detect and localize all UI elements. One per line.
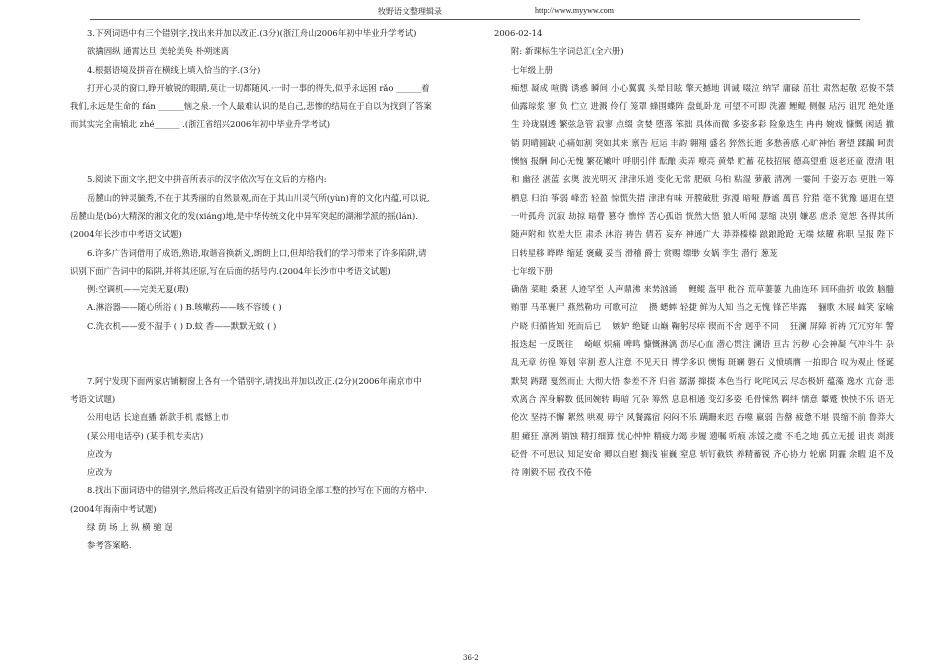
page-header xyxy=(0,0,950,22)
text-line: A.淋浴器——随心所浴 ( ) B.咳嗽药——咳不容缓 ( ) xyxy=(87,302,282,313)
left-column xyxy=(70,24,470,555)
text-line: C.洗衣机——爱不湿手 ( ) D.蚊 香——默默无蚊 ( ) xyxy=(87,320,277,331)
text-line: (2004年海南中考试题) xyxy=(70,503,157,514)
grade7-up-words: 痴想 凝成 喧腾 诱惑 瞬间 小心翼翼 头晕目眩 擎天撼地 训诫 啜泣 纳罕 庸碌 茁壮 肃然起敬 忍俊不禁 仙露琼浆 寥 负 伫立 进溅 伶仃 笼罩 蜂围蝶阵 盘虬卧龙 可望不可即 洗濯 鲤鲲 侧偃 玷污 诅咒 绝处逢生 玲珑剔透 繁弦急管 寂寥 点缀 贪婪 堕落 笨拙 具体而微 多姿多彩 险象迭生 冉冉 婉戏 慷慨 闲适 撤销 阴晴圆缺 心痛如割 突如其来 禀告 厄运 丰韵 翱翔 盛名 猝然长逝 多愁善感 心旷神怡 奢望 蹂躏 呵责 懊恼 报酬 间心无愧 繁花嫩叶 呼朋引伴 酝酿 卖弄 嘹亮 黄晕 贮蓄 花枝招展 德高望重 返老还童 澄清 咀和 幽径 湛蓝 玄奥 波光明灭 津津乐道 变化无常 肥硕 乌桕 粘湿 萝蔽 清冽 一霎间 千姿万态 更胜一筹 栖息 归泊 筝弱 峰峦 轻盈 惊慌失措 津津有味 开膛破肚 弥漫 暗哑 静谧 萬苢 狞猎 毫不犹豫 逼退在望 一叶孤舟 沉寂 劫掠 暗瞢 篡夺 憔悴 苦心孤诣 恍然大悟 狼人听闻 瑟缩 决别 嫌恶 虐杀 宽恕 各得其所 随声附和 钦差大臣 肃杀 沐浴 祷告 倩若 妄弃 神通广大 莽莽榛榛 踉踉跄跄 无端 炫耀 称职 呈报 陛下 日转星移 晔晔 缩延 褒藏 妥当 滑稽 爵士 赏赐 缥缈 女娲 孪生 潜行 葱茏 xyxy=(511,82,894,258)
blank-line xyxy=(70,152,470,170)
appendix-title: 附: 新课标生字词总汇(全六册) xyxy=(511,46,624,57)
grade7-down-heading: 七年级下册 xyxy=(511,265,553,276)
text-line: 而其实完全南辕北 zhé______ .(浙江省绍兴2006年初中毕业升学考试) xyxy=(70,119,330,130)
text-line: 欲擒固纵 通霄达旦 美轮美奂 朴朔迷离 xyxy=(87,46,229,57)
text-line: 5.阅读下面文字,把文中拼音所表示的汉字依次写在文后的方格内: xyxy=(87,174,327,185)
blank-line xyxy=(70,353,470,371)
header-url: http://www.myyww.com xyxy=(535,6,614,15)
text-line: 8.找出下面词语中的错别字,然后将改正后没有错别字的词语全部工整的抄写在下面的方格中. xyxy=(87,485,427,496)
text-line: (2004年长沙市中考语文试题) xyxy=(70,229,182,240)
text-line: 公用电话 长途直播 新款手机 震憾上市 xyxy=(87,412,229,423)
blank-line xyxy=(70,335,470,353)
right-column xyxy=(494,24,894,481)
page-number: 36-2 xyxy=(463,654,479,662)
text-line: 绿 荫 场 上 纵 横 驰 逞 xyxy=(87,522,173,533)
text-line: 例:空调机——完美无夏(瑕) xyxy=(87,284,189,295)
text-line: 应改为 xyxy=(87,448,113,459)
text-line: (某公用电话亭) (某手机专卖店) xyxy=(87,430,204,441)
text-line: 岳麓山的钟灵毓秀,不在于其秀丽的自然景观,而在于其山川灵气所(yùn)育的文化内蕴,可以说, xyxy=(87,192,430,203)
text-line: 参考答案略. xyxy=(87,540,132,551)
grade7-down-words: 确凿 菜畦 桑葚 人迹罕至 人声鼎沸 来势汹涌 鲤鲲 盔甲 秕谷 荒草萋萋 九曲连环 回环曲折 收敛 脑髓 贿罪 马革裹尸 燕然勒功 可歌可泣 攒 蟋蟀 轻捷 鲜为人知 当之无愧 锋芒毕露 骊歌 木屐 屾笑 家喻户晓 归循皆知 死而后已 嫉妒 绝疑 山巅 鞠躬尽瘁 锲而不舍 迥乎不同 狂澜 屏障 祈祷 冗冗穷年 警报迭起 一反既往 崎岖 炽痛 啤鸣 慷慨淋漓 沥尽心血 潜心贯注 澜语 亘古 污秽 心会神凝 气冲斗牛 杂乱无章 彷徨 筹划 宰割 惹人注意 不见天日 博学多识 懊悔 斑斓 磐石 义愤填膺 一拍即合 叹为观止 怪诞 默契 踌躇 戛然而止 大彻大悟 参差不齐 归省 潺潺 撺掇 本色当行 叱咤风云 尽态极妍 蕴藻 逸水 亢奋 悲欢离合 浑身解数 低回婉转 晦暗 冗杂 筹然 息息相通 变幻多姿 毛骨悚然 羁绊 懦意 颦蹙 怏怏不乐 语无伦次 坚持不懈 絮然 哄观 毋宁 风餐露宿 闷闷不乐 蹒跚来迟 吞噬 嬴弱 告罄 疲惫不堪 畏缩不前 鲁莽大胆 瘫狂 凛冽 销蚀 精打细算 忧心忡忡 精疲力竭 步履 遗嘱 听痕 冻馁之虞 不毛之地 孤立无援 诅丧 剡渡 砭骨 不可思议 知足安命 卿以自慰 搁浅 崔巍 窒息 斩钉截铁 养精蓄锐 齐心协力 轮廓 阴霾 余暇 追不及待 刚毅不屈 孜孜不倦 xyxy=(511,284,894,478)
text-line: 3.下列词语中有三个错别字,找出来并加以改正.(3分)(浙江舟山2006年初中毕业升学考试) xyxy=(87,28,417,38)
text-line: 考语文试题) xyxy=(70,393,116,404)
date-line: 2006-02-14 xyxy=(494,28,543,38)
header-site-name: 牧野语文整理辑录 xyxy=(378,7,442,16)
text-line: 岳麓山是(bó)大精深的湘文化的发(xiáng)地,是中华传统文化中异军突起的湖湘学派的摇(lán). xyxy=(70,210,418,221)
text-line: 4.根据语境及拼音在横线上填入恰当的字.(3分) xyxy=(87,64,261,75)
text-line: 我们,永远是生命的 fán ______恼之泉.一个人最难认识的是自己,悲惨的结局在于自以为找到了答案 xyxy=(70,101,432,112)
text-line: 7.阿宁发现下面两家店铺橱窗上各有一个错别字,请找出并加以改正.(2分)(2006年南京市中 xyxy=(87,375,422,386)
header-rule xyxy=(90,19,860,20)
grade7-up-heading: 七年级上册 xyxy=(511,64,553,75)
text-line: 打开心灵的窗口,睁开敏锐的眼睛,莫让一切都随风.·一时一事的得失,似乎永远困 rǎo ______着 xyxy=(87,82,430,93)
text-line: 6.许多广告词借用了成语,熟语,取谐音换新义,朗朗上口,但却给我们的学习带来了许多陷阱,请 xyxy=(87,247,427,258)
text-line: 识别下面广告词中的陷阱,并将其还原,写在后面的括号内.(2004年长沙市中考语文试题) xyxy=(70,265,391,276)
blank-line xyxy=(70,134,470,152)
text-line: 应改为 xyxy=(87,467,113,478)
